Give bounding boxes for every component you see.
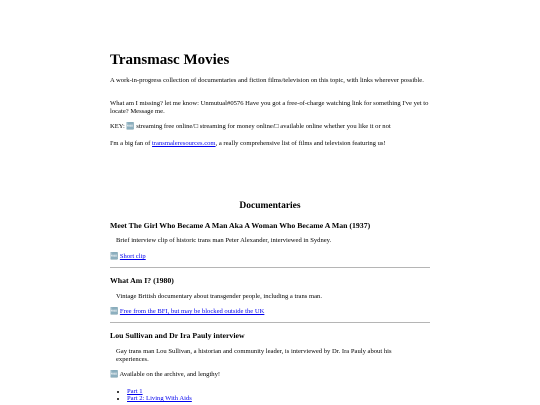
entry-note-line [110,371,220,379]
bfi-link[interactable]: Free from the BFI, but may be blocked outside the UK [119,308,265,315]
transmaleresources-link[interactable]: transmaleresources.com [152,140,216,147]
short-clip-link[interactable]: Short clip [119,253,146,260]
free-stream-icon: 🆓 [110,253,119,260]
entry-title: What Am I? (1980) [110,276,174,285]
entry-title: Meet The Girl Who Became A Man Aka A Woman Who Became A Man (1937) [110,221,371,230]
divider [110,322,430,323]
entry-link-line [110,308,264,316]
entry-description: Vintage British documentary about transgender people, including a trans man. [116,293,322,300]
fan-suffix: , a really comprehensive list of films and television featuring us! [215,140,386,147]
section-title: Documentaries [239,201,301,211]
entry-description: Brief interview clip of historic trans man Peter Alexander, interviewed in Sydney. [116,237,332,244]
free-stream-icon: 🆓 [110,308,119,315]
list-item [127,395,192,402]
parts-list [110,388,192,402]
free-stream-icon: 🆓 [110,371,119,378]
divider [110,267,430,268]
fan-prefix: I'm a big fan of [110,140,153,147]
page-title: Transmasc Movies [110,52,230,68]
key-paragraph: KEY: 🆓 streaming free online/□ streaming for money online/□ available online whether you like it or not [110,123,391,130]
part-2-link[interactable]: Part 2: Living With Aids [127,395,192,402]
part-1-link[interactable]: Part 1 [127,388,143,395]
list-item [127,388,192,395]
entry-title: Lou Sullivan and Dr Ira Pauly interview [110,331,245,340]
entry-link-line [110,253,146,261]
intro-paragraph: A work-in-progress collection of documentaries and fiction films/television on this topic, with links wherever possible. [110,77,424,84]
feedback-paragraph: What am I missing? let me know: Unmutual#0576 Have you got a free-of-charge watching link for something I've yet to locate? Message me. [110,100,429,115]
fan-paragraph [110,140,430,148]
entry-description: Gay trans man Lou Sullivan, a historian and community leader, is interviewed by Dr. Ira Pauly about his experiences. [116,348,392,363]
entry-note: Available on the archive, and lengthy! [119,371,221,378]
